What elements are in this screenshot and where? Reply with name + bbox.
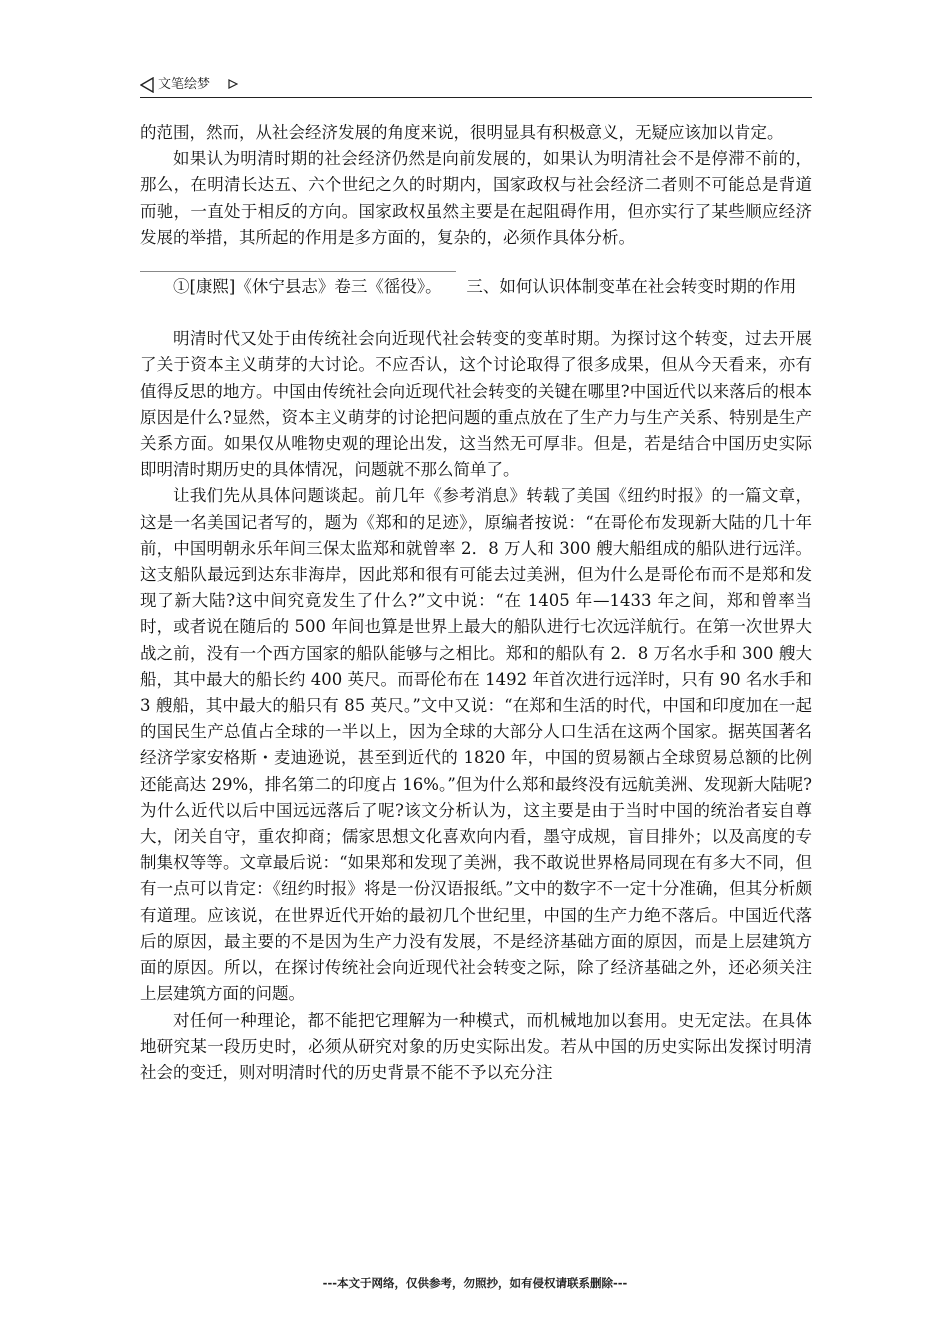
triangle-right-icon [228, 79, 238, 89]
document-body [140, 120, 812, 1086]
paragraph-3: 明清时代又处于由传统社会向近现代社会转变的变革时期。为探讨这个转变，过去开展了关于资本主义萌芽的大讨论。不应否认，这个讨论取得了很多成果，但从今天看来，亦有值得反思的地方。中国由传统社会向近现代社会转变的关键在哪里?中国近代以来落后的根本原因是什么?显然，资本主义萌芽的讨论把问题的重点放在了生产力与生产关系、特别是生产关系方面。如果仅从唯物史观的理论出发，这当然无可厚非。但是，若是结合中国历史实际即明清时期历史的具体情况，问题就不那么简单了。 [140, 329, 812, 480]
footer-notice: ---本文于网络，仅供参考，勿照抄，如有侵权请联系删除--- [322, 1276, 628, 1290]
paragraph-5: 对任何一种理论，都不能把它理解为一种模式，而机械地加以套用。史无定法。在具体地研究某一段历史时，必须从研究对象的历史实际出发。若从中国的历史实际出发探讨明清社会的变迁，则对明清时代的历史背景不能不予以充分注 [140, 1010, 812, 1082]
section-gap [140, 300, 812, 326]
triangle-left-icon [140, 77, 154, 93]
header-divider [140, 97, 812, 98]
page-header [140, 74, 812, 98]
paragraph-4: 让我们先从具体问题谈起。前几年《参考消息》转载了美国《纽约时报》的一篇文章，这是一名美国记者写的，题为《郑和的足迹》，原编者按说：“在哥伦布发现新大陆的几十年前，中国明朝永乐年间三保太监郑和就曾率 2．8 万人和 300 艘大船组成的船队进行远洋。这支船队最远到达东非海岸，因此郑和很有可能去过美洲，但为什么是哥伦布而不是郑和发现了新大陆?这中间究竟发生了什么?”文中说：“在 1405 年—1433 年之间，郑和曾率当时，或者说在随后的 500 年间也算是世界上最大的船队进行七次远洋航行。在第一次世界大战之前，没有一个西方国家的船队能够与之相比。郑和的船队有 2．8 万名水手和 300 艘大船，其中最大的船长约 400 英尺。而哥伦布在 1492 年首次进行远洋时，只有 90 名水手和 3 艘船，其中最大的船只有 85 英尺。”文中又说：“在郑和生活的时代，中国和印度加在一起的国民生产总值占全球的一半以上，因为全球的大部分人口生活在这两个国家。据英国著名经济学家安格斯・麦迪逊说，甚至到近代的 1820 年，中国的贸易额占全球贸易总额的比例还能高达 29%，排名第二的印度占 16%。”但为什么郑和最终没有远航美洲、发现新大陆呢?为什么近代以后中国远远落后了呢?该文分析认为，这主要是由于当时中国的统治者妄自尊大，闭关自守，重农抑商；儒家思想文化喜欢向内看，墨守成规，盲目排外；以及高度的专制集权等等。文章最后说：“如果郑和发现了美洲，我不敢说世界格局同现在有多大不同，但有一点可以肯定：《纽约时报》将是一份汉语报纸。”文中的数字不一定十分准确，但其分析颇有道理。应该说，在世界近代开始的最初几个世纪里，中国的生产力绝不落后。中国近代落后的原因，最主要的不是因为生产力没有发展，不是经济基础方面的原因，而是上层建筑方面的原因。所以，在探讨传统社会向近现代社会转变之际，除了经济基础之外，还必须关注上层建筑方面的问题。 [140, 486, 812, 1004]
header-brand: 文笔绘梦 [158, 77, 211, 92]
footnote-divider [140, 271, 456, 272]
footnote-and-section-heading: ①[康熙]《休宁县志》卷三《徭役》。 三、如何认识体制变革在社会转变时期的作用 [173, 277, 797, 297]
paragraph-1: 的范围，然而，从社会经济发展的角度来说，很明显具有积极意义，无疑应该加以肯定。 [140, 123, 784, 142]
paragraph-2: 如果认为明清时期的社会经济仍然是向前发展的，如果认为明清社会不是停滞不前的，那么，在明清长达五、六个世纪之久的时期内，国家政权与社会经济二者则不可能总是背道而驰，一直处于相反的方向。国家政权虽然主要是在起阻碍作用，但亦实行了某些顺应经济发展的举措，其所起的作用是多方面的，复杂的，必须作具体分析。 [140, 149, 812, 247]
